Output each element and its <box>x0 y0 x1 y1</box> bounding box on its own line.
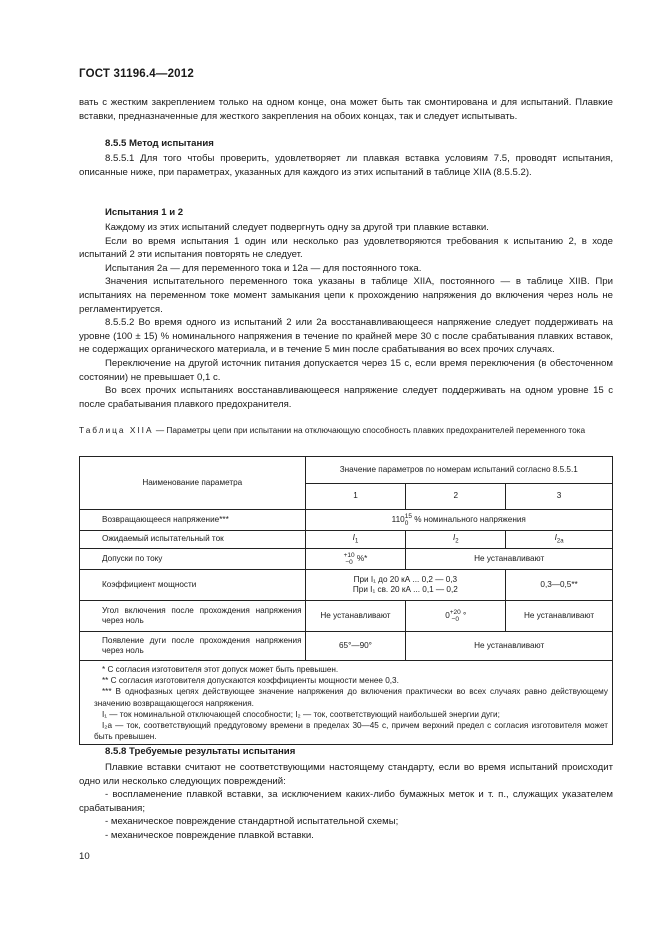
header-col-2: 2 <box>406 484 506 510</box>
row-value-angle-3: Не устанавливают <box>506 601 613 632</box>
current-symbol-3: I <box>554 532 557 542</box>
voltage-base: 110 <box>391 515 405 525</box>
tests-paragraph-3: Испытания 2а — для переменного тока и 12а — для постоянного тока. <box>105 262 422 274</box>
row-value-tolerance-23: Не устанавливают <box>406 549 613 570</box>
angle-base: 0 <box>445 611 450 621</box>
paragraph-8-5-5-1: 8.5.5.1 Для того чтобы проверить, удовлетворяет ли плавкая вставка условиям 7.5, проводят испытания, описанные ниже, при параметрах, указанных для каждого из этих испытаний в таблице XIIA (8.5.5.2). <box>79 153 613 178</box>
document-header: ГОСТ 31196.4—2012 <box>79 68 194 80</box>
tests-paragraph-6: Переключение на другой источник питания допускается через 15 с, если время переключения (в обесточенном состоянии) не превышает 0,1 с. <box>79 357 613 383</box>
table-note-2: ** С согласия изготовителя допускаются коэффициенты мощности менее 0,3. <box>102 676 399 686</box>
header-col-1: 1 <box>305 484 406 510</box>
table-caption <box>79 425 619 436</box>
angle-unit: ° <box>460 611 467 621</box>
header-values: Значение параметров по номерам испытаний согласно 8.5.5.1 <box>305 457 612 484</box>
row-value-angle-1: Не устанавливают <box>305 601 406 632</box>
tolerance-sub: −0 <box>345 559 353 566</box>
table-notes-row <box>80 661 613 745</box>
table-row <box>80 531 613 549</box>
tests-body <box>79 221 613 411</box>
row-value-current-2 <box>406 531 506 549</box>
voltage-sup: 15 <box>404 513 412 520</box>
power-factor-line-1: При I₁ до 20 кА ... 0,2 — 0,3 <box>353 574 458 584</box>
header-col-3: 3 <box>506 484 613 510</box>
tests-heading: Испытания 1 и 2 <box>105 207 184 218</box>
voltage-unit: % номинального напряжения <box>411 515 526 525</box>
intro-text: вать с жестким закреплением только на одном конце, она может быть так смонтирована и для испытаний. Плавкие вставки, предназначенные для жесткого закрепления на обоих концах, так и следует испытывать. <box>79 97 613 122</box>
row-value-power-factor-12 <box>305 570 506 601</box>
paragraph-8-5-5-2: 8.5.5.2 Во время одного из испытаний 2 или 2а восстанавливающееся напряжение следует поддерживать на уровне (100 ± 15) % номинального напряжения в течение по крайней мере 30 с после срабатывания плавких вставок, не содержащих органического материала, и в течение 5 мин после срабатывания во всех прочих случаях. <box>79 317 613 356</box>
table-note-5: I₂a — ток, соответствующий преддуговому времени в пределах 30—45 с, причем верхний предел с согласия изготовителя может быть превышен. <box>94 721 608 742</box>
row-value-current-3 <box>506 531 613 549</box>
row-value-current-1 <box>305 531 406 549</box>
table-note-1: * С согласия изготовителя этот допуск может быть превышен. <box>102 665 339 674</box>
current-symbol-1: I <box>352 532 355 542</box>
header-parameter-name: Наименование параметра <box>80 457 306 510</box>
table-row <box>80 570 613 601</box>
row-name-current: Ожидаемый испытательный ток <box>80 531 306 549</box>
current-sub-1: 1 <box>354 538 359 545</box>
tests-paragraph-7: Во всех прочих испытаниях восстанавливающееся напряжение следует поддерживать на одном уровне 15 с после срабатывания плавкого предохранителя. <box>79 385 613 410</box>
table-caption-text: — Параметры цепи при испытании на отключающую способность плавких предохранителей переменного тока <box>153 425 586 435</box>
current-sub-3: 2a <box>556 538 564 545</box>
row-name-angle: Угол включения после прохождения напряжения через ноль <box>80 601 306 632</box>
table-row <box>80 510 613 531</box>
section-8-5-5-body <box>79 152 613 179</box>
section-8-5-5-heading: 8.5.5 Метод испытания <box>105 138 214 149</box>
row-name-arc: Появление дуги после прохождения напряжения через ноль <box>80 632 306 661</box>
row-name-power-factor: Коэффициент мощности <box>80 570 306 601</box>
power-factor-line-2: При I₁ св. 20 кА ... 0,1 — 0,2 <box>352 585 458 594</box>
failure-item-3: - механическое повреждение плавкой вставки. <box>105 829 314 841</box>
table-header-row <box>80 457 613 484</box>
intro-paragraph <box>79 96 613 123</box>
angle-sup: +20 <box>449 609 461 616</box>
tests-paragraph-2: Если во время испытания 1 один или несколько раз удовлетворяются требования к испытанию 2, в ходе испытаний 2 эти испытания повторять не следует. <box>79 235 613 261</box>
tolerance-sup: +10 <box>343 552 355 559</box>
row-value-voltage <box>305 510 612 531</box>
tolerance-unit: %* <box>354 554 368 564</box>
current-sub-2: 2 <box>455 538 459 545</box>
row-value-arc-23: Не устанавливают <box>406 632 613 661</box>
section-8-5-8-body <box>79 761 613 843</box>
table-note-3: *** В однофазных цепях действующее значение напряжения до включения практически во всех случаях равно действующему значению возвращающегося напряжения. <box>94 687 608 708</box>
row-value-power-factor-3: 0,3—0,5** <box>506 570 613 601</box>
tests-paragraph-4: Значения испытательного переменного тока указаны в таблице XIIA, постоянного — в таблице XIIB. При испытаниях на переменном токе момент замыкания цепи к прохождению напряжения до включения через ноль не регламентируется. <box>79 276 613 315</box>
table-caption-label: Таблица XIIA <box>79 425 154 435</box>
table-notes <box>80 661 613 745</box>
section-8-5-8-heading: 8.5.8 Требуемые результаты испытания <box>105 746 296 757</box>
table-row <box>80 632 613 661</box>
row-value-tolerance-1 <box>305 549 406 570</box>
failure-item-1: - воспламенение плавкой вставки, за исключением каких-либо бумажных меток и т. п., служащих указателем срабатывания; <box>79 789 613 814</box>
page-number: 10 <box>79 851 90 862</box>
angle-sub: −0 <box>451 616 459 623</box>
row-name-voltage: Возвращающееся напряжение*** <box>80 510 306 531</box>
tests-paragraph-1: Каждому из этих испытаний следует подвергнуть одну за другой три плавкие вставки. <box>105 222 489 233</box>
row-value-arc-1: 65°—90° <box>305 632 406 661</box>
current-symbol-2: I <box>452 532 456 542</box>
parameters-table <box>79 456 613 745</box>
table-row <box>80 549 613 570</box>
table-row <box>80 601 613 632</box>
row-name-tolerance: Допуски по току <box>80 549 306 570</box>
table-note-4: I₁ — ток номинальной отключающей способности; I₂ — ток, соответствующий наибольшей энергии дуги; <box>102 709 500 719</box>
failure-item-2: - механическое повреждение стандартной испытательной схемы; <box>105 816 399 828</box>
row-value-angle-2 <box>406 601 506 632</box>
voltage-sub: 0 <box>404 520 409 527</box>
section-8-5-8-paragraph: Плавкие вставки считают не соответствующими настоящему стандарту, если во время испытаний происходит одно или несколько следующих повреждений: <box>79 762 613 787</box>
